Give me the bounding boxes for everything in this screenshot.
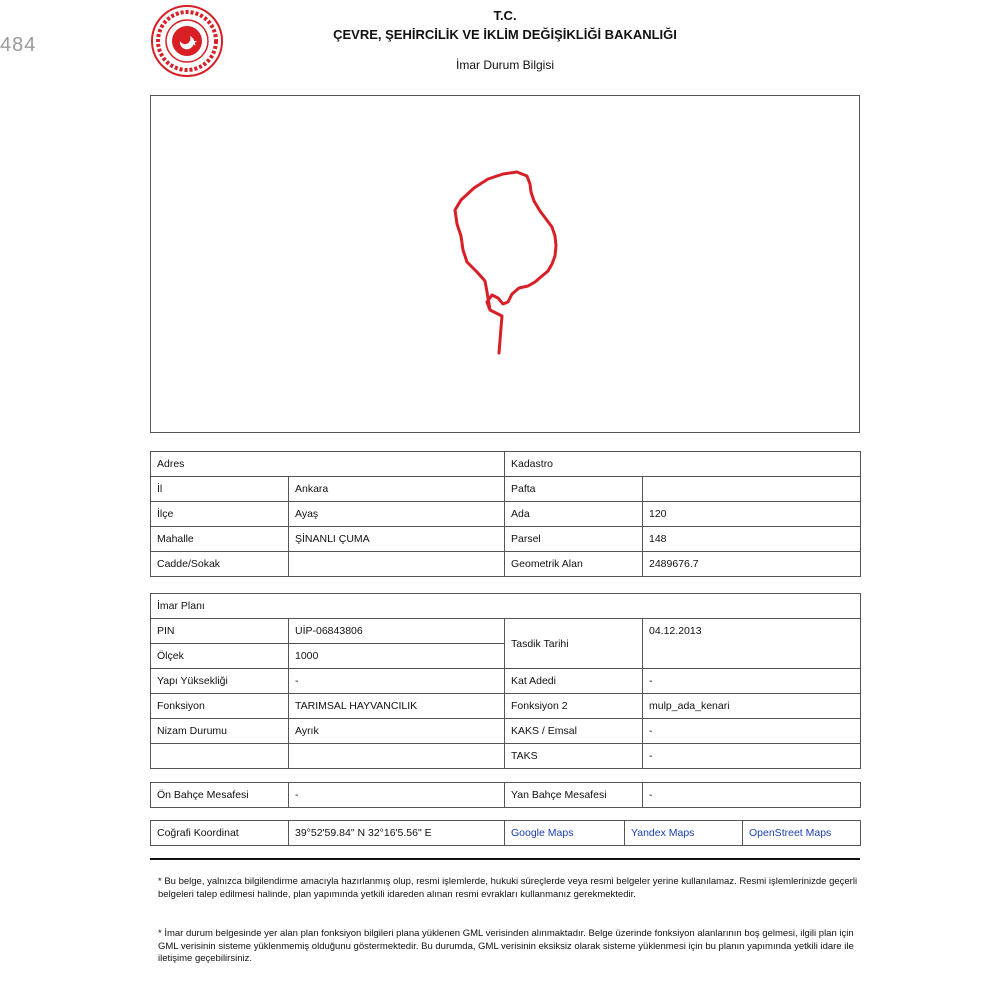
address-table (150, 451, 861, 577)
olcek-value: 1000 (289, 644, 505, 669)
page-subtitle: İmar Durum Bilgisi (455, 58, 554, 72)
side-setback-label: Yan Bahçe Mesafesi (505, 783, 643, 808)
ilce-label: İlçe (151, 502, 289, 527)
address-section-label: Adres (151, 452, 505, 477)
disclaimer-note-1: * Bu belge, yalnızca bilgilendirme amacıyla hazırlanmış olup, resmi işlemlerde, hukuki süreçlerde veya resmi belgeler yerine kullanılamaz. Resmi işlemlerinizde geçerli belgeleri talep edilmesi halinde, plan yapımında yetkili idareden alınan resmi evrakları kullanmanız gerekmektedir. (158, 876, 858, 900)
plan-section-label: İmar Planı (151, 594, 861, 619)
kat-value: - (643, 669, 861, 694)
parsel-label: Parsel (505, 527, 643, 552)
taks-value: - (643, 744, 861, 769)
geo-area-value: 2489676.7 (643, 552, 861, 577)
divider (150, 858, 860, 860)
ilce-value: Ayaş (289, 502, 505, 527)
ministry-title: ÇEVRE, ŞEHİRCİLİK VE İKLİM DEĞİŞİKLİĞİ BAKANLIĞI (333, 27, 677, 42)
openstreet-maps-link[interactable]: OpenStreet Maps (749, 827, 832, 839)
side-setback-value: - (643, 783, 861, 808)
coords-value: 39°52'59.84" N 32°16'5.56" E (289, 821, 505, 846)
il-value: Ankara (289, 477, 505, 502)
ada-value: 120 (643, 502, 861, 527)
fonksiyon2-label: Fonksiyon 2 (505, 694, 643, 719)
cadde-label: Cadde/Sokak (151, 552, 289, 577)
tasdik-value: 04.12.2013 (643, 619, 861, 669)
nizam-value: Ayrık (289, 719, 505, 744)
watermark-id: 484 (0, 34, 37, 56)
header-tc: T.C. (493, 8, 517, 23)
fonksiyon2-value: mulp_ada_kenari (643, 694, 861, 719)
kat-label: Kat Adedi (505, 669, 643, 694)
google-maps-link[interactable]: Google Maps (511, 827, 574, 839)
taks-label: TAKS (505, 744, 643, 769)
pin-label: PIN (151, 619, 289, 644)
coordinates-table (150, 820, 861, 846)
front-setback-value: - (289, 783, 505, 808)
yukseklik-value: - (289, 669, 505, 694)
nizam-label: Nizam Durumu (151, 719, 289, 744)
olcek-label: Ölçek (151, 644, 289, 669)
pafta-value (643, 477, 861, 502)
pafta-label: Pafta (505, 477, 643, 502)
ada-label: Ada (505, 502, 643, 527)
mahalle-label: Mahalle (151, 527, 289, 552)
front-setback-label: Ön Bahçe Mesafesi (151, 783, 289, 808)
parsel-value: 148 (643, 527, 861, 552)
cadde-value (289, 552, 505, 577)
cadastre-section-label: Kadastro (505, 452, 861, 477)
pin-value: UİP-06843806 (289, 619, 505, 644)
coords-label: Coğrafi Koordinat (151, 821, 289, 846)
kaks-value: - (643, 719, 861, 744)
fonksiyon-label: Fonksiyon (151, 694, 289, 719)
parcel-map (150, 95, 860, 433)
fonksiyon-value: TARIMSAL HAYVANCILIK (289, 694, 505, 719)
il-label: İl (151, 477, 289, 502)
zoning-plan-table (150, 593, 861, 769)
geo-area-label: Geometrik Alan (505, 552, 643, 577)
parcel-outline (455, 172, 556, 353)
kaks-label: KAKS / Emsal (505, 719, 643, 744)
empty-cell (151, 744, 289, 769)
tasdik-label: Tasdik Tarihi (505, 619, 643, 669)
yandex-maps-link[interactable]: Yandex Maps (631, 827, 695, 839)
mahalle-value: ŞİNANLI ÇUMA (289, 527, 505, 552)
yukseklik-label: Yapı Yüksekliği (151, 669, 289, 694)
setback-table (150, 782, 861, 808)
empty-cell (289, 744, 505, 769)
disclaimer-note-2: * İmar durum belgesinde yer alan plan fonksiyon bilgileri plana yüklenen GML verisinden alınmaktadır. Belge üzerinde fonksiyon alanlarının boş gelmesi, ilgili plan için GML verisinin sisteme yüklenmemiş olduğunu göstermektedir. Bu durumda, GML verisinin eksiksiz olarak sisteme yüklenmesi için bu planın yapımında yetkili idare ile iletişime geçebilirsiniz. (158, 928, 854, 964)
